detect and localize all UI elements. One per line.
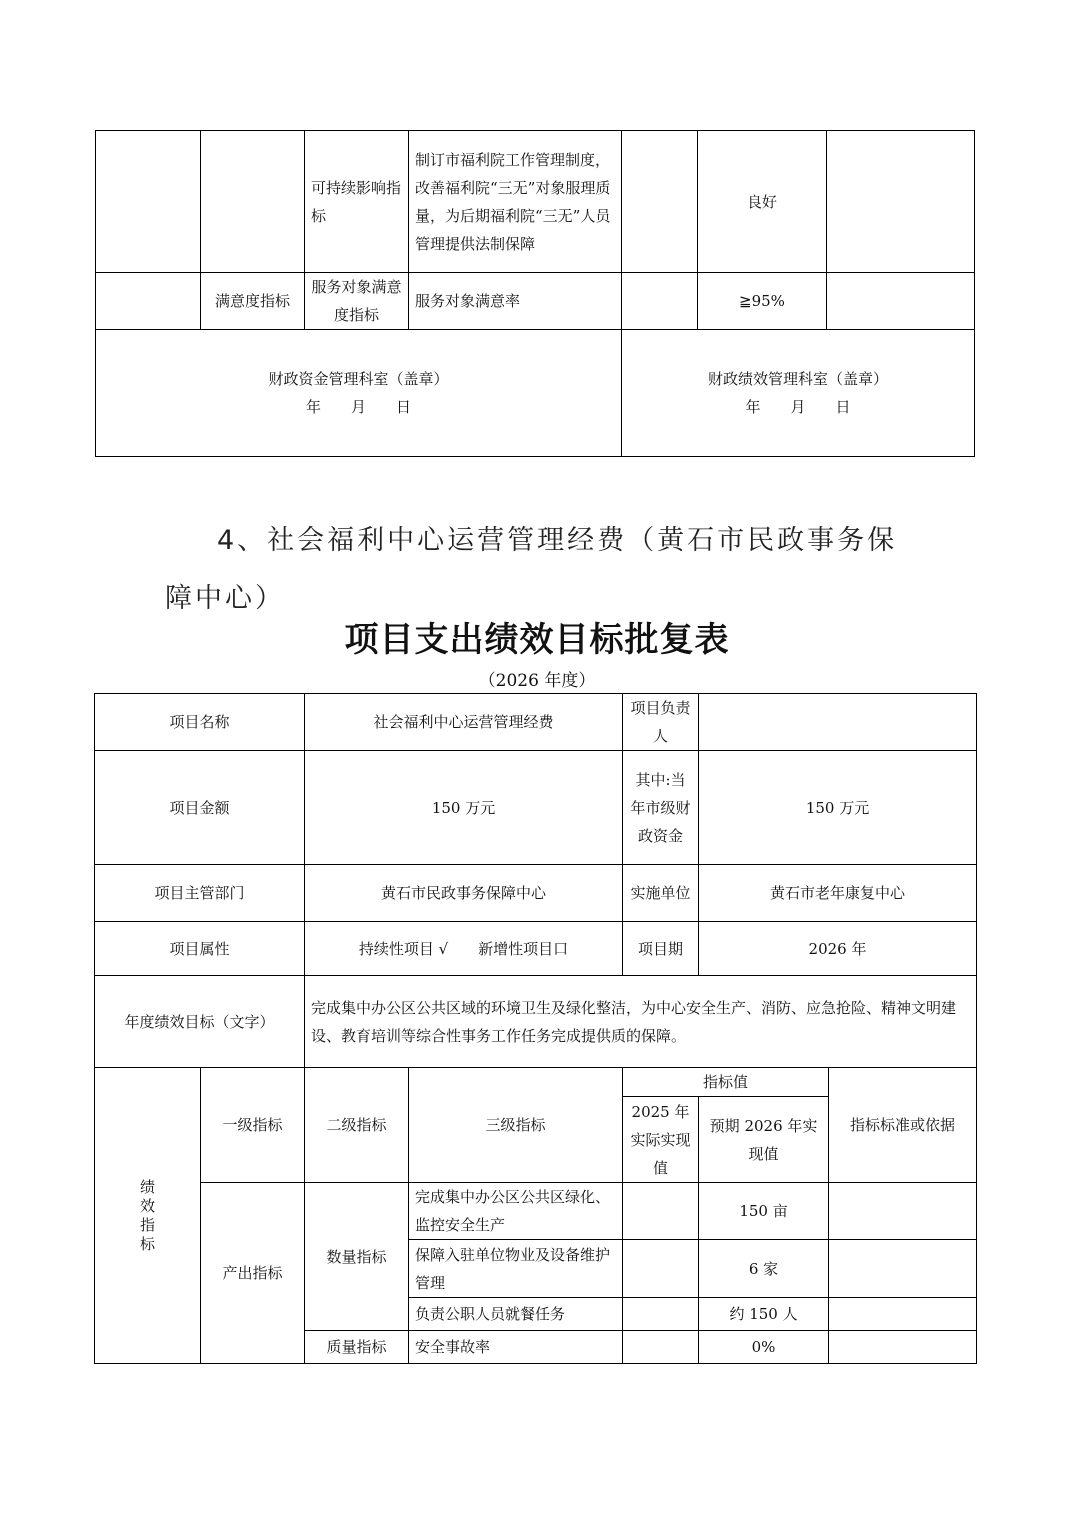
sustainable-impact-label: 可持续影响指标 <box>305 131 409 273</box>
performance-indicator-group <box>95 1068 201 1364</box>
indicator-row-value: 150 亩 <box>699 1183 829 1240</box>
city-fund-label: 其中:当年市级财政资金 <box>623 751 699 865</box>
empty-cell <box>96 273 201 330</box>
satisfaction-sub-label: 服务对象满意度指标 <box>305 273 409 330</box>
empty-cell <box>201 131 305 273</box>
fund-office-label: 财政资金管理科室（盖章） <box>268 370 449 388</box>
empty-cell <box>829 1298 977 1331</box>
performance-office-label: 财政绩效管理科室（盖章） <box>707 370 888 388</box>
section-heading-text: 4、社会福利中心运营管理经费（黄石市民政事务保障中心） <box>165 525 898 614</box>
implementing-unit-value: 黄石市老年康复中心 <box>699 865 977 922</box>
sustainable-impact-detail: 制订市福利院工作管理制度，改善福利院“三无”对象服理质量，为后期福利院“三无”人员管理提供法制保障 <box>409 131 622 273</box>
empty-cell <box>623 1183 699 1240</box>
project-leader-label: 项目负责人 <box>623 694 699 751</box>
department-label: 项目主管部门 <box>95 865 305 922</box>
indicator-row-value: 约 150 人 <box>699 1298 829 1331</box>
project-amount-value: 150 万元 <box>305 751 623 865</box>
output-indicator-label: 产出指标 <box>201 1183 305 1364</box>
empty-cell <box>829 1240 977 1298</box>
project-name-value: 社会福利中心运营管理经费 <box>305 694 623 751</box>
form-year: （2026 年度） <box>478 671 596 691</box>
performance-date-label: 年 月 日 <box>745 398 851 416</box>
indicator-row-level3: 保障入驻单位物业及设备维护管理 <box>409 1240 623 1298</box>
empty-cell <box>623 1298 699 1331</box>
empty-cell <box>623 1331 699 1364</box>
project-period-value: 2026 年 <box>699 922 977 976</box>
empty-cell <box>827 273 975 330</box>
project-attribute-value: 持续性项目 √ 新增性项目口 <box>305 922 623 976</box>
quality-indicator-label: 质量指标 <box>305 1331 409 1364</box>
project-attribute-label: 项目属性 <box>95 922 305 976</box>
empty-cell <box>827 131 975 273</box>
finance-performance-signature <box>622 330 975 457</box>
satisfaction-value: ≧95% <box>698 273 827 330</box>
empty-cell <box>96 131 201 273</box>
empty-cell <box>829 1183 977 1240</box>
fund-date-label: 年 月 日 <box>305 398 411 416</box>
indicator-row-level3: 安全事故率 <box>409 1331 623 1364</box>
actual-2025-header: 2025 年实际实现值 <box>623 1097 699 1183</box>
annual-goal-label: 年度绩效目标（文字） <box>95 976 305 1068</box>
annual-goal-text: 完成集中办公区公共区域的环境卫生及绿化整洁，为中心安全生产、消防、应急抢险、精神文明建设、教育培训等综合性事务工作任务完成提供质的保障。 <box>305 976 977 1068</box>
top-continued-table <box>95 130 975 457</box>
sustainable-impact-value: 良好 <box>698 131 827 273</box>
performance-target-table <box>94 693 977 1364</box>
satisfaction-indicator-label: 满意度指标 <box>201 273 305 330</box>
section-heading <box>165 512 925 628</box>
level3-header: 三级指标 <box>409 1068 623 1183</box>
level1-header: 一级指标 <box>201 1068 305 1183</box>
indicator-row-level3: 负责公职人员就餐任务 <box>409 1298 623 1331</box>
project-leader-value <box>699 694 977 751</box>
indicator-row-value: 6 家 <box>699 1240 829 1298</box>
performance-indicator-label: 绩效指标 <box>140 1177 156 1253</box>
indicator-row-level3: 完成集中办公区公共区绿化、监控安全生产 <box>409 1183 623 1240</box>
city-fund-value: 150 万元 <box>699 751 977 865</box>
quantity-indicator-label: 数量指标 <box>305 1183 409 1331</box>
implementing-unit-label: 实施单位 <box>623 865 699 922</box>
project-period-label: 项目期 <box>623 922 699 976</box>
finance-fund-signature <box>96 330 622 457</box>
project-amount-label: 项目金额 <box>95 751 305 865</box>
department-value: 黄石市民政事务保障中心 <box>305 865 623 922</box>
empty-cell <box>623 1240 699 1298</box>
project-name-label: 项目名称 <box>95 694 305 751</box>
indicator-row-value: 0% <box>699 1331 829 1364</box>
level2-header: 二级指标 <box>305 1068 409 1183</box>
empty-cell <box>622 273 698 330</box>
form-title: 项目支出绩效目标批复表 <box>344 620 730 660</box>
basis-header: 指标标准或依据 <box>829 1068 977 1183</box>
empty-cell <box>622 131 698 273</box>
satisfaction-detail: 服务对象满意率 <box>409 273 622 330</box>
indicator-value-header: 指标值 <box>623 1068 829 1097</box>
empty-cell <box>829 1331 977 1364</box>
expected-2026-header: 预期 2026 年实现值 <box>699 1097 829 1183</box>
